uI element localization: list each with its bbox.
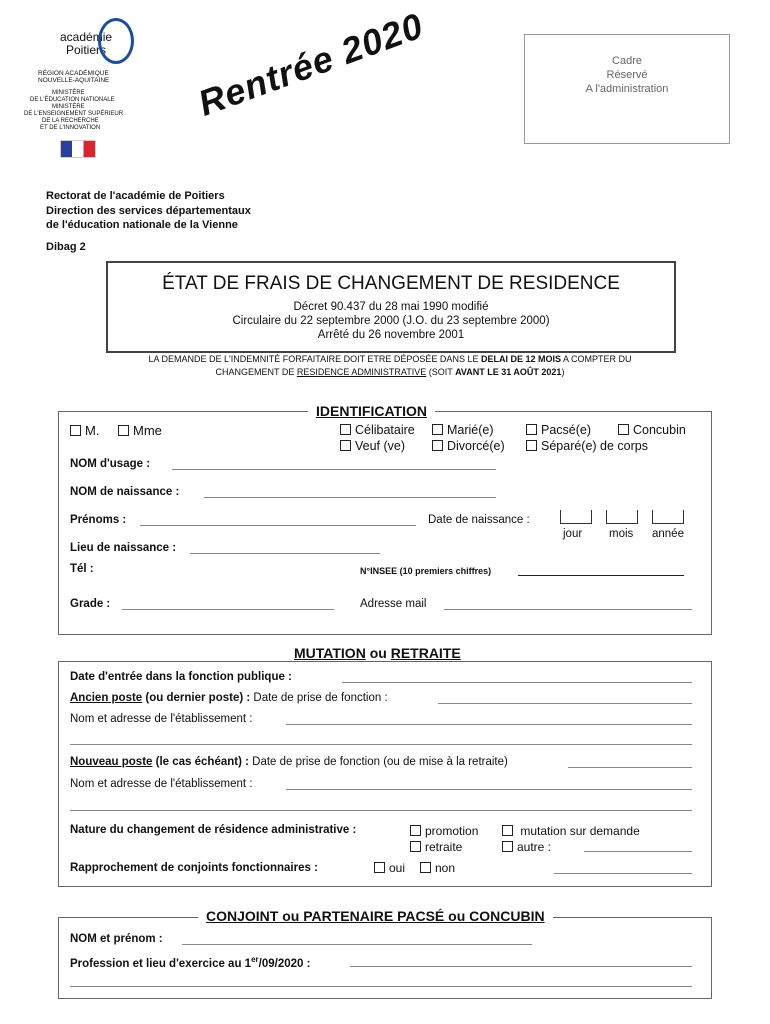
- insee-field[interactable]: [518, 575, 684, 576]
- checkbox-icon: [410, 825, 421, 836]
- checkbox-icon: [526, 440, 537, 451]
- status-marie[interactable]: Marié(e): [432, 423, 494, 437]
- email-label: Adresse mail: [360, 598, 427, 610]
- admin-reserved-box: [524, 34, 730, 144]
- conjoint-nom-label: NOM et prénom :: [70, 933, 163, 945]
- nature-label: Nature du changement de résidence administrative :: [70, 824, 357, 836]
- jour-label: jour: [563, 528, 583, 540]
- status-veuf[interactable]: Veuf (ve): [340, 439, 405, 453]
- identification-heading: IDENTIFICATION: [308, 403, 435, 419]
- checkbox-icon: [374, 862, 385, 873]
- option-promotion[interactable]: promotion: [410, 824, 478, 838]
- checkbox-icon: [70, 425, 81, 436]
- nom-usage-field[interactable]: [172, 469, 496, 470]
- conjoint-profession-label: Profession et lieu d'exercice au 1er/09/2020 :: [70, 955, 311, 970]
- logo-academie-text: académie: [60, 30, 113, 44]
- conjoint-profession-field-2[interactable]: [70, 986, 692, 987]
- logo-e-mark: [98, 18, 134, 64]
- nom-naissance-label: NOM de naissance :: [70, 486, 180, 498]
- prenoms-label: Prénoms :: [70, 514, 127, 526]
- checkbox-icon: [432, 440, 443, 451]
- status-concubin[interactable]: Concubin: [618, 423, 686, 437]
- option-retraite[interactable]: retraite: [410, 840, 462, 854]
- option-oui[interactable]: oui: [374, 861, 405, 875]
- logo-ministry-1: MINISTÈRE: [52, 90, 85, 96]
- option-mutation-demande[interactable]: mutation sur demande: [502, 824, 640, 838]
- nouveau-etab-label: Nom et adresse de l'établissement :: [70, 778, 253, 790]
- logo-ministry-4: DE L'ENSEIGNEMENT SUPÉRIEUR: [24, 111, 124, 117]
- lieu-naissance-field[interactable]: [190, 553, 380, 554]
- conjoint-nom-field[interactable]: [182, 944, 532, 945]
- notice-p8: ): [561, 367, 565, 377]
- nouveau-etab-field-2[interactable]: [70, 810, 692, 811]
- birth-day-field[interactable]: [560, 510, 592, 524]
- checkbox-icon: [340, 424, 351, 435]
- nouveau-date-field[interactable]: [568, 767, 692, 768]
- notice-p6: (SOIT: [426, 367, 456, 377]
- rapprochement-label: Rapprochement de conjoints fonctionnaires :: [70, 862, 318, 874]
- checkbox-icon: [432, 424, 443, 435]
- checkbox-icon: [118, 425, 129, 436]
- grade-field[interactable]: [122, 609, 334, 610]
- logo-ministry-3: MINISTÈRE: [52, 104, 85, 110]
- conjoint-heading: CONJOINT ou PARTENAIRE PACSÉ ou CONCUBIN: [198, 908, 553, 924]
- checkbox-icon: [420, 862, 431, 873]
- admin-box-line1: Cadre: [612, 55, 642, 67]
- header-line1: Rectorat de l'académie de Poitiers: [46, 190, 225, 202]
- title-ref2: Circulaire du 22 septembre 2000 (J.O. du 23 septembre 2000): [232, 315, 550, 327]
- academy-logo: [24, 14, 138, 164]
- prenoms-field[interactable]: [140, 525, 416, 526]
- ancien-poste-label: Ancien poste (ou dernier poste) : Date de prise de fonction :: [70, 692, 388, 704]
- status-separe[interactable]: Séparé(e) de corps: [526, 439, 648, 453]
- checkbox-icon: [502, 825, 513, 836]
- date-entree-label: Date d'entrée dans la fonction publique :: [70, 671, 292, 683]
- rapprochement-field[interactable]: [554, 873, 692, 874]
- nom-usage-label: NOM d'usage :: [70, 458, 151, 470]
- notice-p1: LA DEMANDE DE L'INDEMNITÉ FORFAITAIRE DOIT ETRE DÉPOSÉE DANS LE: [148, 354, 481, 364]
- logo-region-2: NOUVELLE-AQUITAINE: [38, 77, 110, 84]
- notice-p5: RESIDENCE ADMINISTRATIVE: [296, 367, 427, 377]
- ancien-etab-label: Nom et adresse de l'établissement :: [70, 713, 253, 725]
- notice-p7: AVANT LE 31 AOÛT 2021: [455, 367, 562, 377]
- header-line3: de l'éducation nationale de la Vienne: [46, 219, 238, 231]
- form-title: ÉTAT DE FRAIS DE CHANGEMENT DE RESIDENCE: [162, 273, 620, 294]
- logo-region-1: RÉGION ACADÉMIQUE: [38, 70, 109, 77]
- nouveau-etab-field-1[interactable]: [286, 789, 692, 790]
- grade-label: Grade :: [70, 598, 111, 610]
- status-divorce[interactable]: Divorcé(e): [432, 439, 505, 453]
- mois-label: mois: [609, 528, 634, 540]
- dibag-label: Dibag 2: [46, 241, 86, 253]
- tel-label: Tél :: [70, 563, 94, 575]
- conjoint-profession-field-1[interactable]: [350, 966, 692, 967]
- checkbox-icon: [618, 424, 629, 435]
- logo-ministry-5: DE LA RECHERCHE: [42, 118, 99, 124]
- checkbox-icon: [502, 841, 513, 852]
- notice-p3: A COMPTER DU: [560, 354, 632, 364]
- admin-box-line2: Réservé: [606, 69, 648, 81]
- birth-month-field[interactable]: [606, 510, 638, 524]
- birth-year-field[interactable]: [652, 510, 684, 524]
- option-autre[interactable]: autre :: [502, 840, 551, 854]
- french-flag-icon: [60, 140, 96, 158]
- checkbox-icon: [410, 841, 421, 852]
- title-ref3: Arrêté du 26 novembre 2001: [317, 329, 465, 341]
- lieu-naissance-label: Lieu de naissance :: [70, 542, 177, 554]
- header-line2: Direction des services départementaux: [46, 205, 251, 217]
- date-entree-field[interactable]: [342, 682, 692, 683]
- autre-field[interactable]: [584, 851, 692, 852]
- deadline-notice: [90, 353, 690, 379]
- checkbox-icon: [526, 424, 537, 435]
- date-naissance-label: Date de naissance :: [428, 514, 530, 526]
- ancien-etab-field-2[interactable]: [70, 744, 692, 745]
- nouveau-poste-label: Nouveau poste (le cas échéant) : Date de prise de fonction (ou de mise à la retraite): [70, 756, 508, 768]
- logo-ministry-2: DE L'ÉDUCATION NATIONALE: [30, 97, 115, 103]
- rentree-stamp: Rentrée 2020: [192, 4, 429, 124]
- email-field[interactable]: [444, 609, 692, 610]
- annee-label: année: [652, 528, 684, 540]
- status-celibataire[interactable]: Célibataire: [340, 423, 415, 437]
- civility-mme[interactable]: Mme: [118, 423, 162, 438]
- title-box: [106, 261, 676, 353]
- mutation-heading: MUTATION ou RETRAITE: [286, 645, 469, 661]
- ancien-date-field[interactable]: [438, 703, 692, 704]
- insee-label: N°INSEE (10 premiers chiffres): [360, 566, 492, 576]
- ancien-etab-field-1[interactable]: [286, 724, 692, 725]
- civility-m[interactable]: M.: [70, 423, 99, 438]
- status-pacse[interactable]: Pacsé(e): [526, 423, 591, 437]
- notice-p4: CHANGEMENT DE: [215, 367, 297, 377]
- checkbox-icon: [340, 440, 351, 451]
- notice-p2: DELAI DE 12 MOIS: [480, 354, 561, 364]
- admin-box-line3: A l'administration: [585, 83, 669, 95]
- nom-naissance-field[interactable]: [204, 497, 496, 498]
- title-ref1: Décret 90.437 du 28 mai 1990 modifié: [293, 301, 489, 313]
- logo-ministry-6: ET DE L'INNOVATION: [40, 125, 101, 131]
- option-non[interactable]: non: [420, 861, 455, 875]
- logo-poitiers-text: Poitiers: [66, 43, 107, 57]
